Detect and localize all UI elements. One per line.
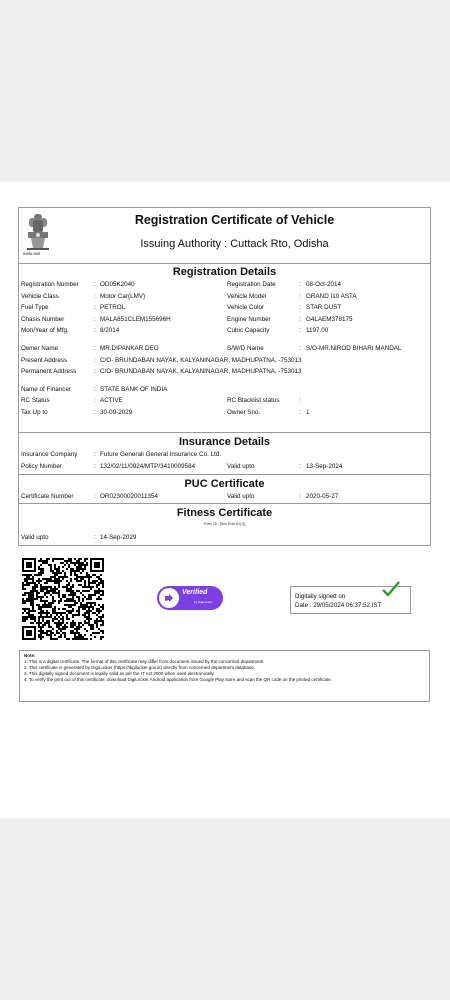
colon: : xyxy=(94,292,96,300)
verified-label: Verified xyxy=(182,589,208,596)
swd-label: S/W/D Name xyxy=(227,344,264,352)
notes-box xyxy=(19,650,430,702)
swd-value: S/O-MR.NIROD BIHARI MANDAL xyxy=(306,344,402,352)
note-item: 3. This digitally signed document is legally valid as per the IT Act 2000 when used electronically. xyxy=(24,671,215,676)
financer-value: STATE BANK OF INDIA xyxy=(100,385,168,393)
present-address-value: C/O- BRUNDABAN NAYAK, KALYANINAGAR, MADHUPATNA, -753013 xyxy=(100,356,302,364)
financer-label: Name of Financer xyxy=(21,385,72,393)
field-value: MALA851CLEM155696H xyxy=(100,315,171,323)
field-value: OD05K2040 xyxy=(100,281,135,288)
field-value: GRAND I10 ASTA xyxy=(306,292,357,300)
insurance-company-value: Future Generali General Insurance Co. Ltd. xyxy=(100,451,222,458)
fitness-form-note: Form 25 - [See Rule 62(1)] xyxy=(203,522,246,526)
policy-row: Policy Number : 132/02/11/0924/MTP/3410009584 Valid upto : 13-Sep-2024 xyxy=(19,461,430,473)
field-value: PETROL xyxy=(100,304,126,312)
rc-blacklist-label: RC Blacklist status xyxy=(227,397,280,405)
field-label: Registration Number xyxy=(21,281,79,288)
certificate-frame xyxy=(18,207,431,546)
field-value: STAR DUST xyxy=(306,304,342,312)
certificate-header xyxy=(19,208,430,264)
registration-row xyxy=(19,314,430,326)
colon: : xyxy=(299,292,301,300)
puc-row: Certificate Number : OR02300020011354 Valid upto : 2020-05-27 xyxy=(19,491,430,503)
puc-valid-label: Valid upto xyxy=(227,493,255,500)
field-value: 08-Oct-2014 xyxy=(306,281,342,288)
tax-value: 30-09-2029 xyxy=(100,408,133,416)
registration-section xyxy=(19,263,430,433)
puc-valid-value: 2020-05-27 xyxy=(306,493,339,500)
emblem-caption: सत्यमेव जयते xyxy=(23,252,41,256)
note-item: 1. This is a digital certificate. The format of this certificate may differ from document issued by the concerned department. xyxy=(24,659,265,664)
digilocker-logo-icon xyxy=(159,588,179,608)
policy-label: Policy Number xyxy=(21,462,62,470)
field-label: Cubic Capacity xyxy=(227,327,270,335)
field-label: Fuel Type xyxy=(21,304,49,312)
field-label: Vehicle Class xyxy=(21,292,59,300)
colon: : xyxy=(299,315,301,323)
puc-section-title: PUC Certificate xyxy=(184,478,265,490)
notes-title: Note: xyxy=(24,653,36,658)
field-label: Chasis Number xyxy=(21,315,65,323)
registration-row xyxy=(19,291,430,303)
present-address-row: Present Address : C/O- BRUNDABAN NAYAK, KALYANINAGAR, MADHUPATNA, -753013 xyxy=(19,355,430,367)
rc-status-row: RC Status : ACTIVE RC Blacklist status : xyxy=(19,395,430,407)
registration-row xyxy=(19,325,430,337)
note-item: 4. To verify the print out of this certificate, download DigiLocker Android application from Google Play store and scan the QR code on the printed certificate. xyxy=(24,677,332,682)
permanent-address-label: Permanent Address xyxy=(21,368,77,376)
field-value: 1197.00 xyxy=(306,327,329,335)
field-label: Vehicle Color xyxy=(227,304,265,312)
registration-section-title: Registration Details xyxy=(172,266,277,278)
field-label: Mon/Year of Mfg. xyxy=(21,327,69,335)
signed-on-label: Digitally signed on xyxy=(295,593,346,600)
fitness-section-title: Fitness Certificate xyxy=(176,507,273,519)
field-value: 8/2014 xyxy=(100,327,120,335)
registration-row xyxy=(19,302,430,314)
field-label: Registration Date xyxy=(227,281,276,288)
qr-code xyxy=(22,558,104,640)
certificate-title: Registration Certificate of Vehicle xyxy=(134,213,335,227)
insurance-valid-label: Valid upto xyxy=(227,462,255,470)
colon: : xyxy=(94,304,96,312)
owner-sno-label: Owner Sno. xyxy=(227,408,261,416)
insurance-company-label: Insurance Company xyxy=(21,451,78,458)
owner-sno-value: 1 xyxy=(306,408,310,416)
signed-date: Date : 29/05/2024 06:37:52 IST xyxy=(295,602,382,609)
insurance-company-row: Insurance Company : Future Generali General Insurance Co. Ltd. xyxy=(19,449,430,461)
field-value: Motor Car(LMV) xyxy=(100,292,146,300)
tax-label: Tax Up to xyxy=(21,408,48,416)
owner-name-value: MR.DIPANKAR DEO xyxy=(100,344,159,352)
field-label: Vehicle Model xyxy=(227,292,267,300)
financer-row: Name of Financer : STATE BANK OF INDIA xyxy=(19,384,430,396)
insurance-section xyxy=(19,433,430,475)
insurance-valid-value: 13-Sep-2024 xyxy=(306,462,343,470)
puc-section xyxy=(19,475,430,504)
puc-cert-value: OR02300020011354 xyxy=(100,493,159,500)
tax-row: Tax Up to : 30-09-2029 Owner Sno. : 1 xyxy=(19,407,430,419)
verified-badge xyxy=(157,586,223,610)
verified-sub: by DigiLocker xyxy=(194,600,213,604)
puc-cert-label: Certificate Number xyxy=(21,493,74,500)
permanent-address-row: Permanent Address : C/O- BRUNDABAN NAYAK, KALYANINAGAR, MADHUPATNA, -753013 xyxy=(19,366,430,378)
fitness-valid-row: Valid upto : 14-Sep-2029 xyxy=(19,532,430,544)
digital-signature-box xyxy=(290,586,411,614)
colon: : xyxy=(299,304,301,312)
rc-status-value: ACTIVE xyxy=(100,397,123,405)
policy-value: 132/02/11/0924/MTP/3410009584 xyxy=(100,462,196,470)
field-label: Engine Number xyxy=(227,315,271,323)
issuing-authority: Issuing Authority : Cuttack Rto, Odisha xyxy=(140,238,329,250)
insurance-section-title: Insurance Details xyxy=(178,436,271,448)
colon: : xyxy=(299,327,301,335)
registration-rows xyxy=(19,279,430,337)
fitness-valid-value: 14-Sep-2029 xyxy=(100,534,137,541)
present-address-label: Present Address xyxy=(21,356,68,364)
fitness-section xyxy=(19,504,430,547)
colon: : xyxy=(299,281,301,288)
colon: : xyxy=(94,327,96,335)
field-value: G4LAEM378175 xyxy=(306,315,353,323)
owner-name-label: Owner Name xyxy=(21,344,59,352)
note-item: 2. This certificate is generated by DigiLocker (https://digilocker.gov.in) directly from concerned department database. xyxy=(24,665,255,670)
owner-row: Owner Name : MR.DIPANKAR DEO S/W/D Name : S/O-MR.NIROD BIHARI MANDAL xyxy=(19,343,430,355)
registration-row xyxy=(19,279,430,291)
fitness-valid-label: Valid upto xyxy=(21,534,49,541)
certificate-document xyxy=(0,182,450,818)
colon: : xyxy=(94,315,96,323)
permanent-address-value: C/O- BRUNDABAN NAYAK, KALYANINAGAR, MADHUPATNA, -753013 xyxy=(100,368,302,376)
check-icon xyxy=(382,581,400,597)
rc-status-label: RC Status xyxy=(21,397,50,405)
colon: : xyxy=(94,281,96,288)
